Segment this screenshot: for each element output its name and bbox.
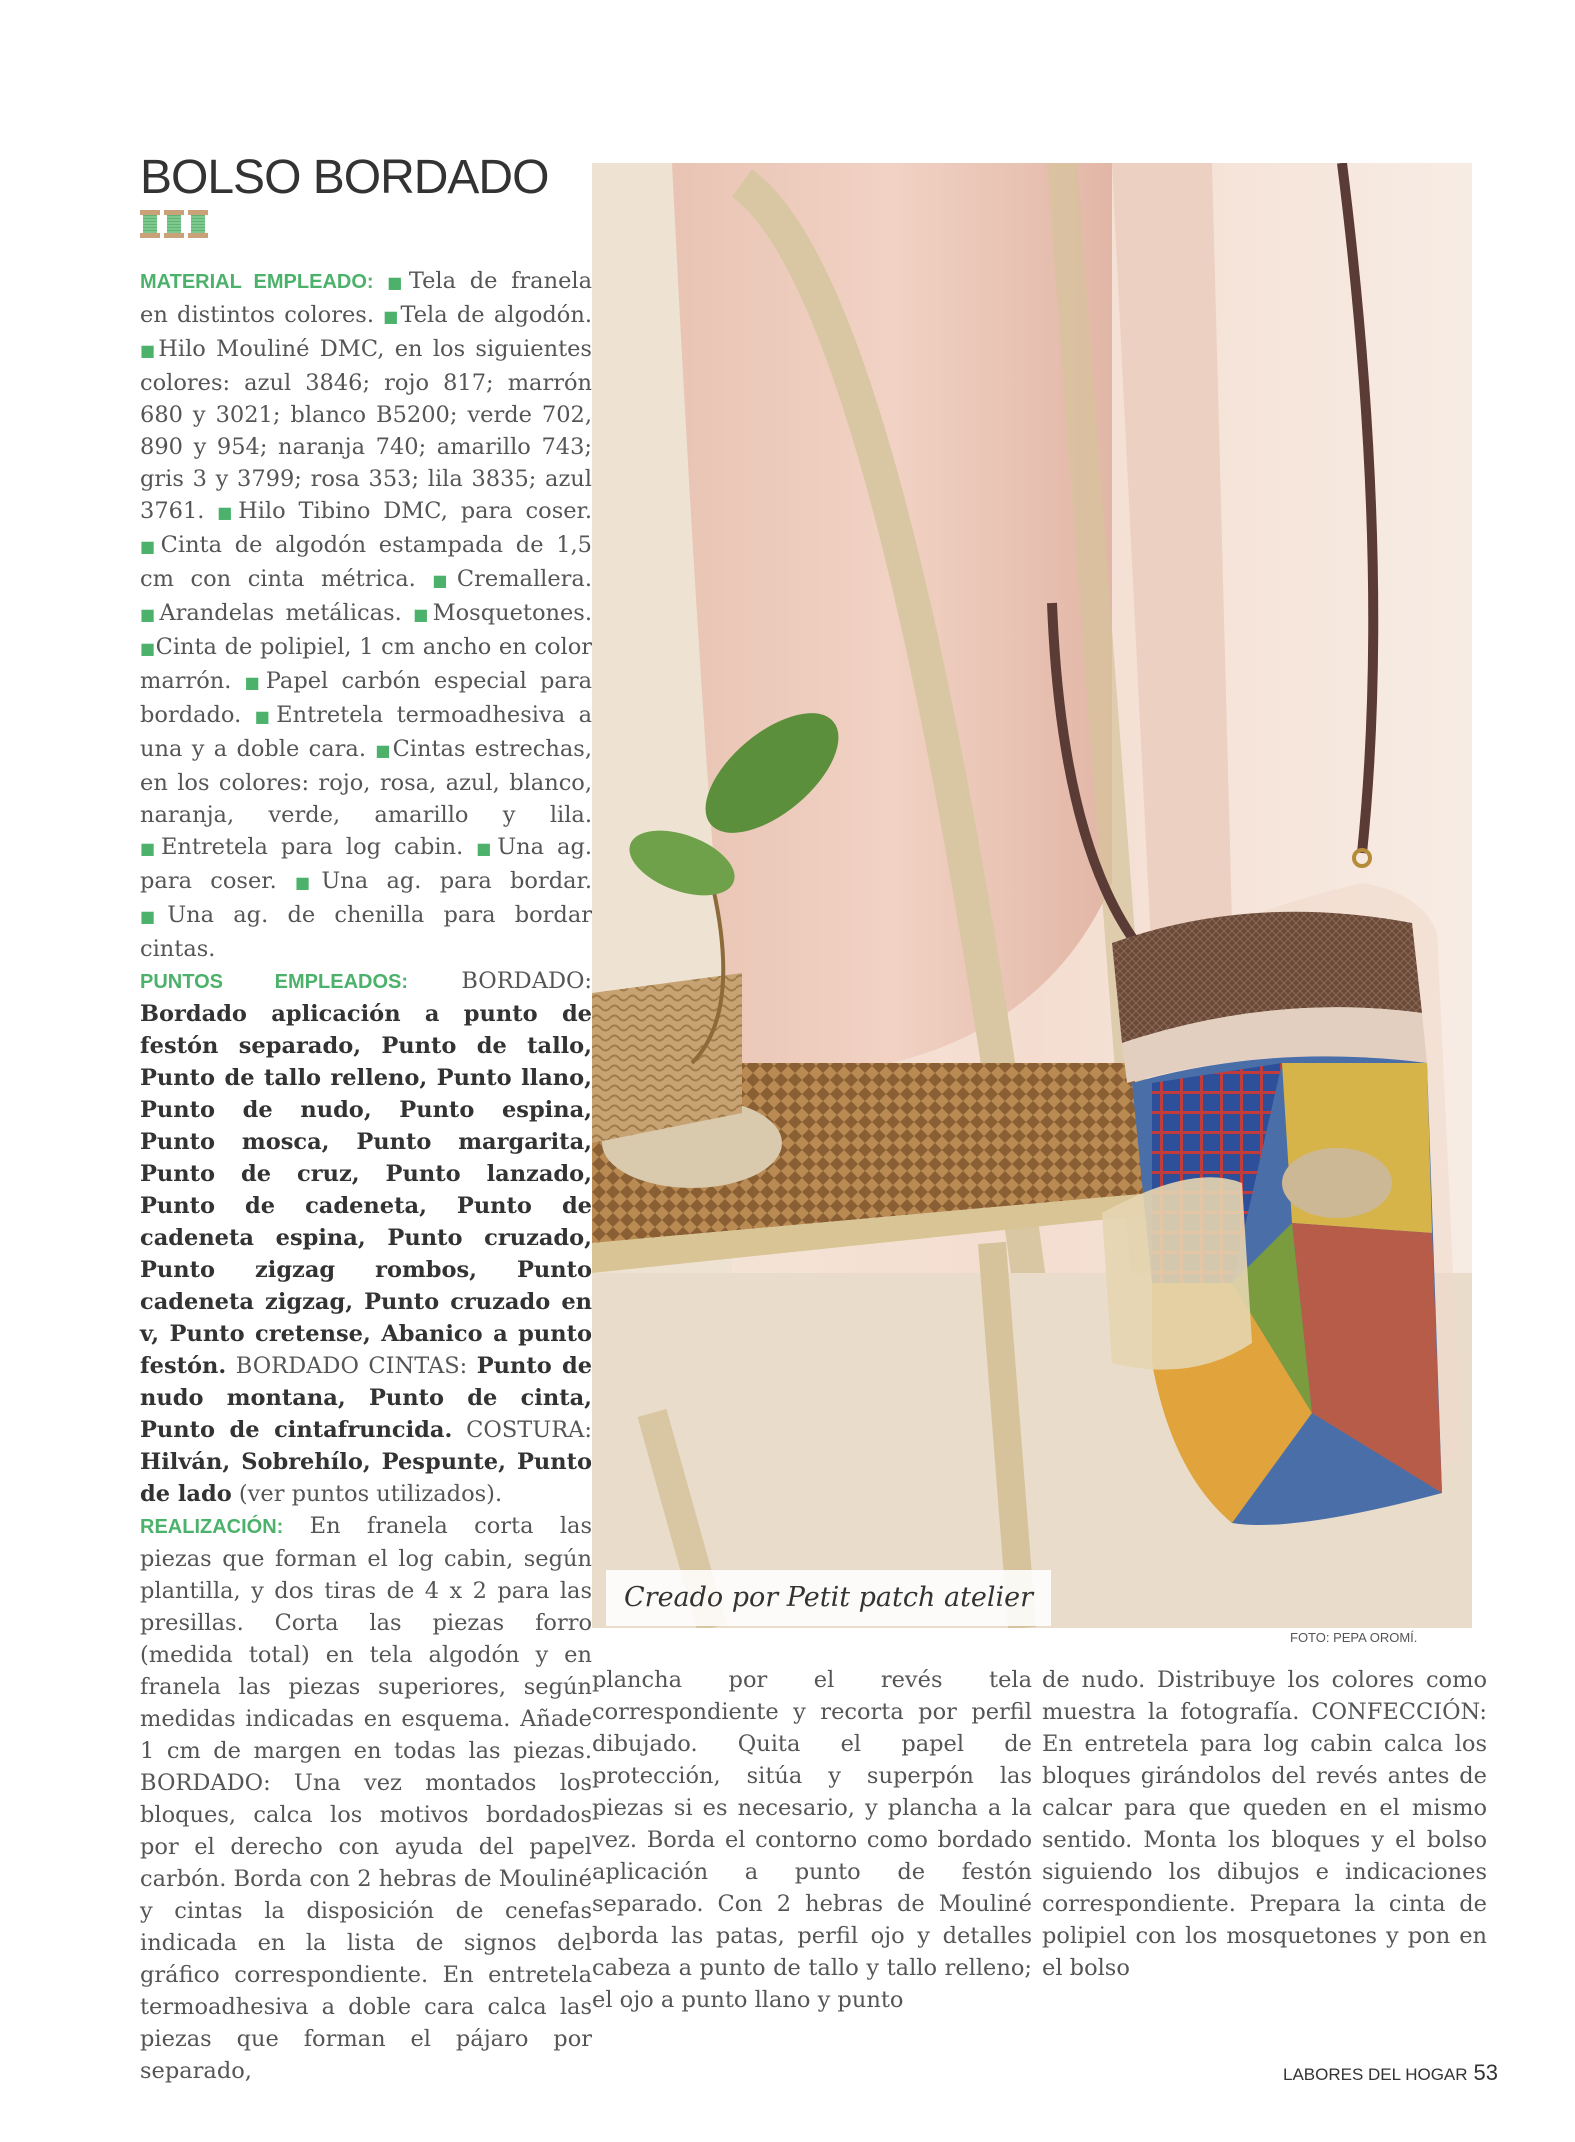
photo-credit: FOTO: PEPA OROMÍ. [1290, 1630, 1418, 1645]
text-column-2: plancha por el revés tela correspondiente y recorta por perfil dibujado. Quita el papel de protección, sitúa y superpón las piezas si es necesario, y plancha a la vez. Borda el contorno como bordado aplicación a punto de festón separado. Con 2 hebras de Mouliné borda las patas, perfil ojo y detalles cabeza a punto de tallo y tallo relleno; el ojo a punto llano y punto [592, 1667, 1032, 2013]
text-column-3: de nudo. Distribuye los colores como muestra la fotografía. CONFECCIÓN: En entretela para log cabin calca los bloques girándolos del revés antes de calcar para que queden en el mismo sentido. Monta los bloques y el bolso siguiendo los dibujos e indicaciones correspondiente. Prepara la cinta de polipiel con los mosquetones y pon en el bolso [1042, 1667, 1487, 1981]
page-title: BOLSO BORDADO [140, 151, 549, 204]
photo-caption: Creado por Petit patch atelier [606, 1570, 1051, 1626]
materials-paragraph: MATERIAL EMPLEADO: ■Tela de franela en distintos colores. ■Tela de algodón. ■Hilo Mouliné DMC, en los siguientes colores: azul 3846; rojo 817; marrón 680 y 3021; blanco B5200; verde 702, 890 y 954; naranja 740; amarillo 743; gris 3 y 3799; rosa 353; lila 3835; azul 3761. ■Hilo Tibino DMC, para coser. ■Cinta de algodón estampada de 1,5 cm con cinta métrica. ■Cremallera. ■Arandelas metálicas. ■Mosquetones. ■Cinta de polipiel, 1 cm ancho en color marrón. ■Papel carbón especial para bordado. ■Entretela termoadhesiva a una y a doble cara. ■Cintas estrechas, en los colores: rojo, rosa, azul, blanco, naranja, verde, amarillo y lila. ■Entretela para log cabin. ■Una ag. para coser. ■Una ag. para bordar. ■Una ag. de chenilla para bordar cintas. [140, 268, 593, 962]
text-column-1 [140, 265, 592, 2087]
stitches-paragraph: PUNTOS EMPLEADOS: BORDADO: Bordado aplicación a punto de festón separado, Punto de tallo, Punto de tallo relleno, Punto llano, Punto de nudo, Punto espina, Punto mosca, Punto margarita, Punto de cruz, Punto lanzado, Punto de cadeneta, Punto de cadeneta espina, Punto cruzado, Punto zigzag rombos, Punto cadeneta zigzag, Punto cruzado en v, Punto cretense, Abanico a punto festón. BORDADO CINTAS: Punto de nudo montana, Punto de cinta, Punto de cintafruncida. COSTURA: Hilván, Sobrehílo, Pespunte, Punto de lado (ver puntos utilizados). [140, 968, 593, 1507]
spools-icon [140, 210, 208, 238]
magazine-name: LABORES DEL HOGAR [1283, 2065, 1468, 2084]
page-number: 53 [1473, 2060, 1499, 2085]
instructions-paragraph: REALIZACIÓN: En franela corta las piezas que forman el log cabin, según plantilla, y dos tiras de 4 x 2 para las presillas. Corta las piezas forro (medida total) en tela algodón y en franela las piezas superiores, según medidas indicadas en esquema. Añade 1 cm de margen en todas las piezas. BORDADO: Una vez montados los bloques, calca los motivos bordados por el derecho con ayuda del papel carbón. Borda con 2 hebras de Mouliné y cintas la disposición de cenefas indicada en la lista de signos del gráfico correspondiente. En entretela termoadhesiva a doble cara calca las piezas que forman el pájaro por separado, [140, 1513, 592, 2084]
materials-label: MATERIAL EMPLEADO: [140, 271, 374, 293]
instructions-label: REALIZACIÓN: [140, 1516, 284, 1538]
product-photo [592, 163, 1472, 1628]
stitches-label: PUNTOS EMPLEADOS: [140, 971, 409, 993]
page-footer [1283, 2060, 1498, 2086]
